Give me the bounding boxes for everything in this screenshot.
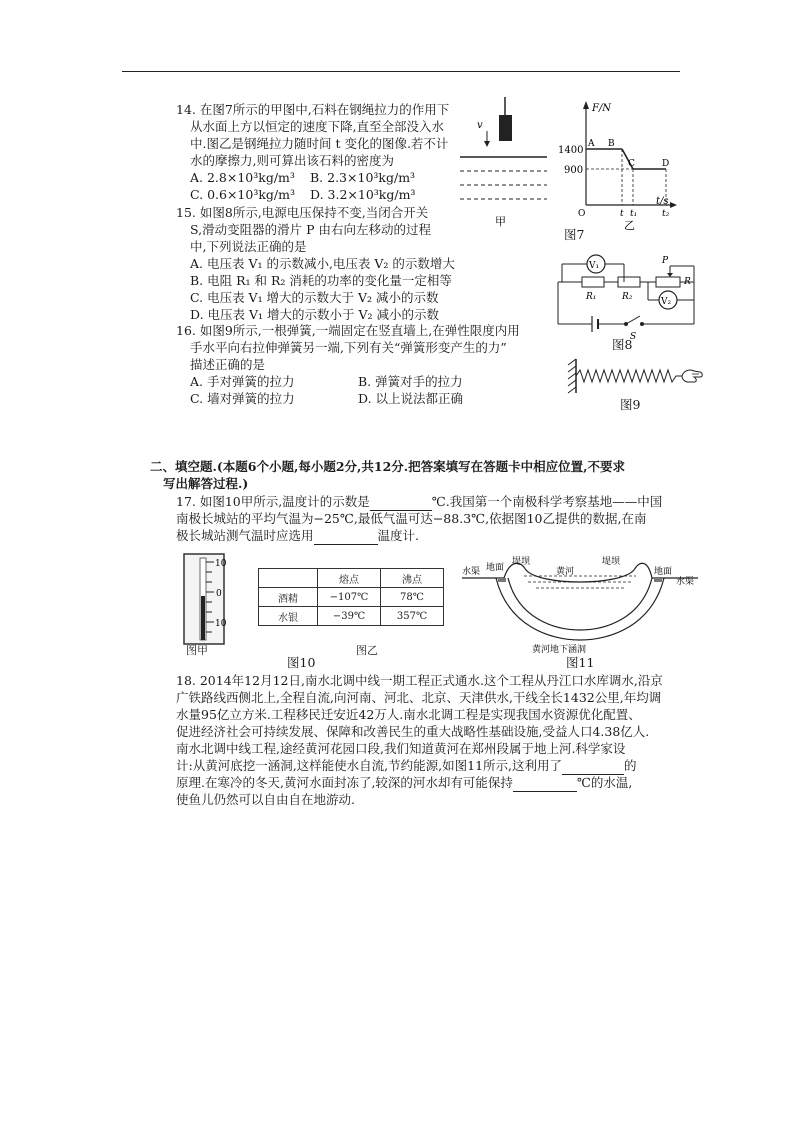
q14-option-a: A. 2.8×10³kg/m³: [190, 170, 295, 185]
q18-line-3: 水量95亿立方米.工程移民迁安近42万人.南水北调工程是实现我国水资源优化配置、: [176, 707, 641, 722]
q15-option-b: B. 电阻 R₁ 和 R₂ 消耗的功率的变化量一定相等: [190, 273, 452, 288]
river-label: 黄河: [556, 567, 575, 577]
section-2-heading: 二、填空题.(本题6个小题,每小题2分,共12分.把答案填写在答题卡中相应位置,不要求: [150, 459, 625, 474]
q16-line-3: 描述正确的是: [190, 357, 266, 372]
q17-line-2: 南极长城站的平均气温为−25℃,最低气温可达−88.3℃,依据图10乙提供的数据,在南: [176, 511, 647, 526]
q14-line-3: 中.图乙是钢绳拉力随时间 t 变化的图像.若不计: [190, 136, 449, 151]
y-tick-1400: 1400: [558, 145, 584, 156]
q14-option-b: B. 2.3×10³kg/m³: [310, 170, 416, 185]
figure-8-circuit: [552, 246, 702, 342]
t1-tick-label: t₁: [630, 209, 638, 219]
q18-line-7-b: ℃的水温,: [576, 775, 633, 790]
q18-line-6-b: 的: [624, 758, 637, 773]
rheostat-label: R: [684, 277, 691, 287]
table-cell: 酒精: [259, 588, 318, 607]
figure-9-caption: 图9: [620, 397, 641, 412]
table-cell: −107℃: [318, 588, 381, 607]
origin-label: O: [578, 209, 586, 219]
q15-line-3: 中,下列说法正确的是: [190, 239, 307, 254]
r1-label: R₁: [586, 292, 597, 302]
q18-line-6-a: 计:从黄河底挖一涵洞,这样能使水自流,节约能源,如图11所示,这利用了: [176, 758, 563, 773]
hand-icon: [682, 370, 702, 382]
q18-line-6: [176, 757, 637, 775]
q17-line-1: [176, 493, 662, 511]
ground-right-label: 地面: [654, 567, 673, 577]
table-header-cell: [259, 569, 318, 588]
channel-left-label: 水渠: [462, 567, 481, 577]
ground-left-label: 地面: [486, 563, 505, 573]
y-tick-900: 900: [564, 165, 584, 176]
spring-icon: [576, 370, 682, 382]
point-c-label: C: [628, 159, 635, 169]
point-a-label: A: [588, 139, 595, 149]
channel-right-label: 水渠: [676, 577, 695, 587]
q14-line-2: 从水面上方以恒定的速度下降,直至全部没入水: [190, 119, 444, 134]
velocity-label: v: [477, 120, 483, 131]
q17-line-3-b: 温度计.: [377, 528, 419, 543]
table-header-cell: 熔点: [318, 569, 381, 588]
q17-blank-1[interactable]: [370, 493, 432, 511]
figure-9-spring: [566, 355, 706, 397]
table-row: [259, 588, 444, 607]
q14-option-d: D. 3.2×10³kg/m³: [310, 187, 416, 202]
q17-line-3-a: 极长城站测气温时应选用: [176, 528, 314, 543]
thermo-mark-zero: 0: [216, 589, 222, 599]
figure-10-jia-label: 图甲: [186, 644, 208, 657]
q16-option-a: A. 手对弹簧的拉力: [190, 374, 295, 389]
figure-11-caption: 图11: [566, 655, 595, 670]
x-axis-label: t/s: [656, 196, 669, 207]
switch-s-label: S: [630, 332, 637, 342]
y-axis-label: F/N: [592, 103, 612, 114]
levee-left-label: 堤坝: [512, 557, 531, 567]
table-header-cell: 沸点: [381, 569, 444, 588]
q18-line-5: 南水北调中线工程,途经黄河花园口段,我们知道黄河在郑州段属于地上河.科学家设: [176, 741, 626, 756]
table-cell: 水银: [259, 607, 318, 626]
table-cell: −39℃: [318, 607, 381, 626]
q16-line-1: 16. 如图9所示,一根弹簧,一端固定在竖直墙上,在弹性限度内用: [176, 323, 520, 338]
q18-blank-2[interactable]: [513, 774, 577, 792]
point-b-label: B: [608, 139, 615, 149]
q17-blank-2[interactable]: [314, 527, 378, 545]
figure-11-culvert: [460, 556, 700, 656]
table-row: [259, 607, 444, 626]
q18-line-2: 广铁路线西侧北上,全程自流,向河南、河北、北京、天津供水,干线全长1432公里,年均调: [176, 690, 662, 705]
q14-line-4: 水的摩擦力,则可算出该石料的密度为: [190, 153, 394, 168]
q15-line-2: S,滑动变阻器的滑片 P 由右向左移动的过程: [190, 222, 431, 237]
q16-line-2: 手水平向右拉伸弹簧另一端,下列有关“弹簧形变产生的力”: [190, 340, 507, 355]
figure-8-caption: 图8: [612, 337, 633, 352]
table-header-row: [259, 569, 444, 588]
figure-10-thermometer: [176, 550, 236, 650]
t2-tick-label: t₂: [662, 209, 670, 219]
q14-option-c: C. 0.6×10³kg/m³: [190, 187, 295, 202]
figure-7-caption: 图7: [564, 227, 585, 242]
r2-label: R₂: [622, 292, 633, 302]
q16-option-c: C. 墙对弹簧的拉力: [190, 391, 295, 406]
q18-blank-1[interactable]: [562, 757, 624, 775]
culvert-label: 黄河地下涵洞: [532, 645, 587, 655]
q17-line-3: [176, 527, 419, 545]
q17-line-1-b: ℃.我国第一个南极科学考察基地——中国: [431, 494, 663, 509]
figure-10-yi-label: 图乙: [356, 644, 378, 657]
q17-line-1-a: 17. 如图10甲所示,温度计的示数是: [176, 494, 370, 509]
q15-option-c: C. 电压表 V₁ 增大的示数大于 V₂ 减小的示数: [190, 290, 439, 305]
levee-right-label: 堤坝: [602, 557, 621, 567]
q18-line-7-a: 原理.在寒冷的冬天,黄河水面封冻了,较深的河水却有可能保持: [176, 775, 513, 790]
q15-option-a: A. 电压表 V₁ 的示数减小,电压表 V₂ 的示数增大: [190, 256, 455, 271]
section-2-heading-cont: 写出解答过程.): [163, 476, 249, 491]
q18-line-7: [176, 774, 632, 792]
slider-p-label: P: [662, 256, 669, 266]
table-cell: 78℃: [381, 588, 444, 607]
q15-option-d: D. 电压表 V₁ 增大的示数小于 V₂ 减小的示数: [190, 307, 439, 322]
q16-option-b: B. 弹簧对手的拉力: [358, 374, 463, 389]
header-rule: [122, 71, 680, 72]
figure-7-yi-graph: [558, 97, 678, 242]
figure-7-yi-label: 乙: [624, 219, 635, 232]
figure-7-jia-label: 甲: [495, 215, 506, 228]
thermo-mark-top: 10: [215, 559, 227, 569]
q16-option-d: D. 以上说法都正确: [358, 391, 464, 406]
q14-line-1: 14. 在图7所示的甲图中,石料在钢绳拉力的作用下: [176, 102, 450, 117]
q18-line-1: 18. 2014年12月12日,南水北调中线一期工程正式通水.这个工程从丹江口水库调水,沿京: [176, 673, 663, 688]
thermo-mark-bottom: 10: [215, 619, 227, 629]
voltmeter-v1-label: V₁: [589, 261, 600, 271]
q18-line-4: 促进经济社会可持续发展、保障和改善民生的重大战略性基础设施,受益人口4.38亿人.: [176, 724, 650, 739]
figure-10-table: [258, 568, 444, 626]
q15-line-1: 15. 如图8所示,电源电压保持不变,当闭合开关: [176, 205, 429, 220]
t-tick-label: t: [620, 209, 624, 219]
voltmeter-v2-label: V₂: [661, 297, 672, 307]
q18-line-8: 使鱼儿仍然可以自由自在地游动.: [176, 792, 355, 807]
figure-10-caption: 图10: [287, 655, 316, 670]
table-cell: 357℃: [381, 607, 444, 626]
figure-7-jia: [455, 95, 550, 230]
point-d-label: D: [662, 159, 670, 169]
